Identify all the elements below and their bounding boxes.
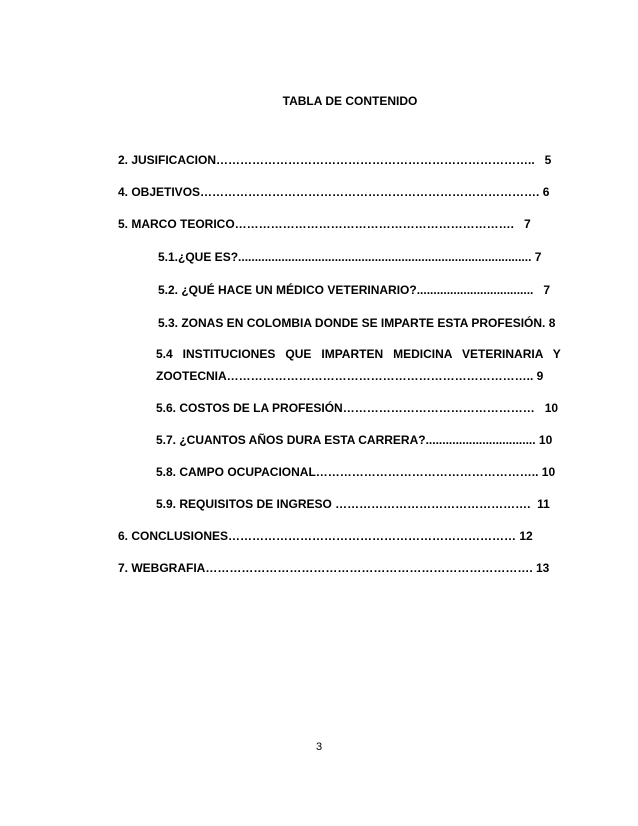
page-number: 3 [315,741,323,753]
toc-entry-instituciones: 5.4 INSTITUCIONES QUE IMPARTEN MEDICINA VETERINARIA Y [156,347,561,361]
toc-entry-objetivos: 4. OBJETIVOS…………………………………………………………………………. 6 [118,185,550,199]
toc-entry-conclusiones: 6. CONCLUSIONES……………………………………………………………… 12 [118,529,533,543]
toc-entry-costos: 5.6. COSTOS DE LA PROFESIÓN………………………………………… 10 [156,401,559,415]
toc-entry-justificacion: 2. JUSIFICACION…………………………………………………………………….. 5 [118,153,552,167]
toc-entry-zonas-colombia: 5.3. ZONAS EN COLOMBIA DONDE SE IMPARTE ESTA PROFESIÓN. 8 [158,316,556,330]
toc-entry-instituciones-cont: ZOOTECNIA………………………………………………………………….. 9 [156,369,544,383]
toc-entry-que-hace-medico: 5.2. ¿QUÉ HACE UN MÉDICO VETERINARIO?................................... 7 [158,283,551,297]
toc-entry-campo-ocupacional: 5.8. CAMPO OCUPACIONAL……………………………………………….. 10 [156,465,556,479]
toc-entry-marco-teorico: 5. MARCO TEORICO……………………………………………………………. 7 [118,217,531,231]
page-title: TABLA DE CONTENIDO [282,94,418,108]
toc-entry-requisitos: 5.9. REQUISITOS DE INGRESO …………………………………………. 11 [156,497,550,511]
toc-entry-cuantos-anos: 5.7. ¿CUANTOS AÑOS DURA ESTA CARRERA?................................. 10 [156,433,553,447]
toc-entry-que-es: 5.1.¿QUE ES?........................................................................................ 7 [158,250,542,264]
toc-entry-webgrafia: 7. WEBGRAFIA………………………………………………………………………. 13 [118,561,550,575]
